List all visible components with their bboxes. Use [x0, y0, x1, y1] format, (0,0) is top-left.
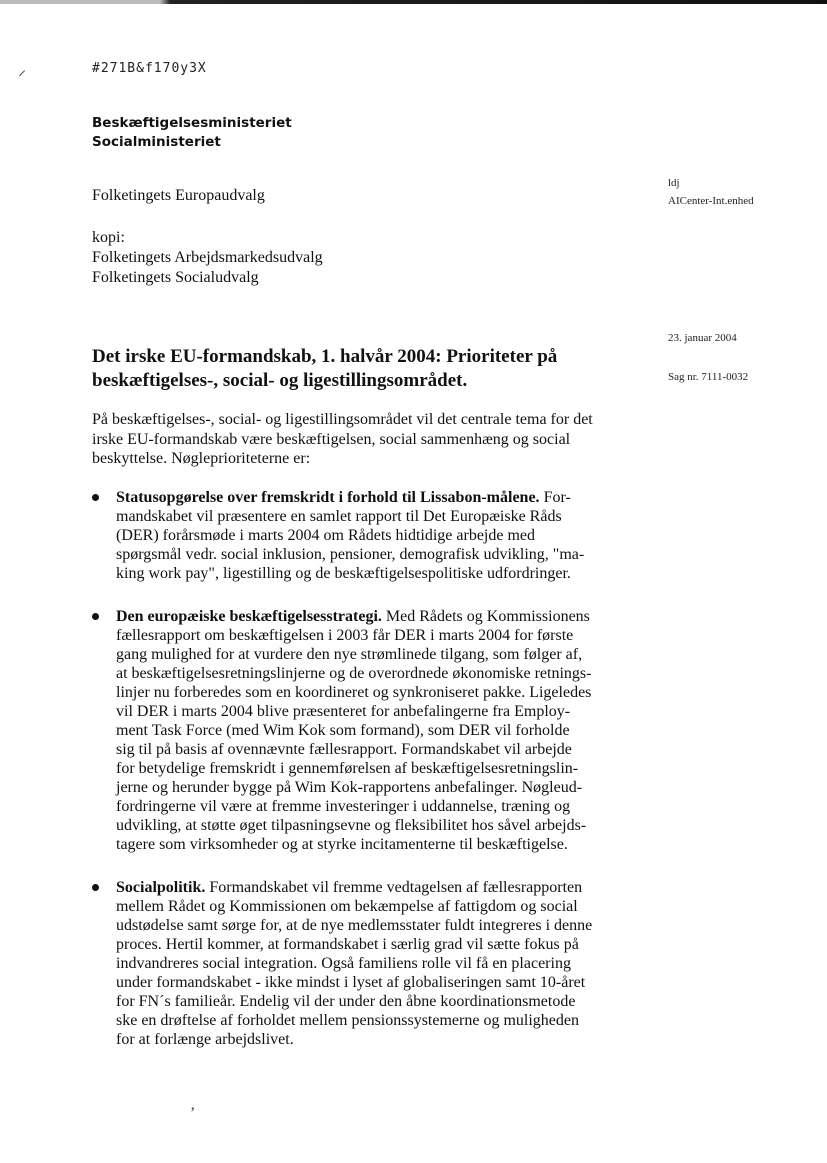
bullet-icon — [92, 494, 99, 501]
bullet-line: for at forlænge arbejdslivet. — [116, 1031, 294, 1048]
bullet-line: for betydelige fremskridt i gennemførelsen af beskæftigelsesretningslin- — [116, 760, 579, 777]
intro-line: På beskæftigelses-, social- og ligestillingsområdet vil det centrale tema for det — [92, 411, 593, 428]
bullet-icon — [92, 884, 99, 891]
bullet-first-line — [116, 488, 636, 507]
bullet-line: fællesrapport om beskæftigelsen i 2003 får DER i marts 2004 for første — [116, 627, 574, 644]
bullet-item — [116, 488, 636, 583]
document-title — [92, 345, 632, 393]
initials: ldj — [668, 177, 680, 189]
bullet-line: (DER) forårsmøde i marts 2004 om Rådets hidtidige arbejde med — [116, 527, 536, 544]
scan-edge-line — [0, 0, 827, 4]
document-date: 23. januar 2004 — [668, 332, 737, 344]
bullet-heading: Den europæiske beskæftigelsesstrategi. — [116, 608, 382, 625]
bullet-line: tagere som virksomheder og at styrke incitamenterne til beskæftigelse. — [116, 836, 568, 853]
bullet-line: ment Task Force (med Wim Kok som formand), som DER vil forholde — [116, 722, 570, 739]
copy-recipients — [92, 228, 323, 288]
bullet-first-line — [116, 878, 636, 897]
bullet-line: at beskæftigelsesretningslinjerne og de overordnede økonomiske retnings- — [116, 665, 592, 682]
intro-line: beskyttelse. Nøgleprioriteterne er: — [92, 450, 311, 467]
copy-recipient: Folketingets Socialudvalg — [92, 269, 259, 286]
copy-label: kopi: — [92, 229, 125, 246]
bullet-line: ske en drøftelse af forholdet mellem pensionssystemerne og muligheden — [116, 1012, 579, 1029]
title-line: Det irske EU-formandskab, 1. halvår 2004: Prioriteter på — [92, 346, 558, 367]
bullet-line: sig til på basis af ovennævnte fællesrapport. Formandskabet vil arbejde — [116, 741, 572, 758]
bullet-line: fordringerne vil være at fremme investeringer i uddannelse, træning og — [116, 798, 571, 815]
bullet-text: For- — [539, 489, 571, 506]
bullet-line: jerne og herunder bygge på Wim Kok-rapportens anbefalinger. Nøgleud- — [116, 779, 583, 796]
scan-speck: ʼ — [190, 1105, 196, 1122]
bullet-line: mandskabet vil præsentere en samlet rapport til Det Europæiske Råds — [116, 508, 562, 525]
bullet-line: under formandskabet - ikke mindst i lyset af globaliseringen samt 10-året — [116, 974, 586, 991]
bullet-line: gang mulighed for at vurdere den nye strømlinede tilgang, som følger af, — [116, 646, 583, 663]
bullet-heading: Statusopgørelse over fremskridt i forhold til Lissabon-målene. — [116, 489, 540, 506]
ministry-name: Beskæftigelsesministeriet — [92, 115, 292, 131]
document-id: #271B&f170y3X — [92, 61, 207, 76]
bullet-line: proces. Hertil kommer, at formandskabet i særlig grad vil sætte fokus på — [116, 936, 579, 953]
bullet-icon — [92, 613, 99, 620]
bullet-line: mellem Rådet og Kommissionen om bekæmpelse af fattigdom og social — [116, 898, 578, 915]
bullet-first-line — [116, 607, 636, 626]
bullet-line: for FN´s familieår. Endelig vil der under den åbne koordinationsmetode — [116, 993, 576, 1010]
intro-line: irske EU-formandskab være beskæftigelsen, social sammenhæng og social — [92, 430, 571, 448]
bullet-item — [116, 878, 636, 1049]
bullet-text: Formandskabet vil fremme vedtagelsen af fællesrapporten — [205, 879, 583, 896]
bullet-line: udstødelse samt sørge for, at de nye medlemsstater fuldt integreres i denne — [116, 917, 593, 934]
title-line: beskæftigelses-, social- og ligestillingsområdet. — [92, 370, 468, 391]
ministry-name: Socialministeriet — [92, 134, 221, 150]
copy-recipient: Folketingets Arbejdsmarkedsudvalg — [92, 249, 323, 266]
bullet-line: vil DER i marts 2004 blive præsenteret for anbefalingerne fra Employ- — [116, 703, 571, 720]
unit-name: AICenter-Int.enhed — [668, 195, 754, 207]
bullet-line: king work pay", ligestilling og de beskæftigelsespolitiske udfordringer. — [116, 565, 571, 582]
bullet-item — [116, 607, 636, 854]
bullet-text: Med Rådets og Kommissionens — [381, 608, 590, 625]
bullet-heading: Socialpolitik. — [116, 879, 206, 896]
bullet-line: indvandreres social integration. Også familiens rolle vil få en placering — [116, 955, 571, 972]
intro-paragraph — [92, 410, 632, 469]
margin-mark: ⸝ — [18, 62, 27, 79]
ministry-block — [92, 114, 292, 152]
recipient: Folketingets Europaudvalg — [92, 187, 265, 204]
case-number: Sag nr. 7111-0032 — [668, 371, 749, 383]
bullet-line: spørgsmål vedr. social inklusion, pensioner, demografisk udvikling, "ma- — [116, 546, 585, 563]
bullet-line: udvikling, at støtte øget tilpasningsevne og fleksibilitet hos såvel arbejds- — [116, 817, 587, 834]
bullet-line: linjer nu forberedes som en koordineret og synkroniseret pakke. Ligeledes — [116, 684, 592, 701]
